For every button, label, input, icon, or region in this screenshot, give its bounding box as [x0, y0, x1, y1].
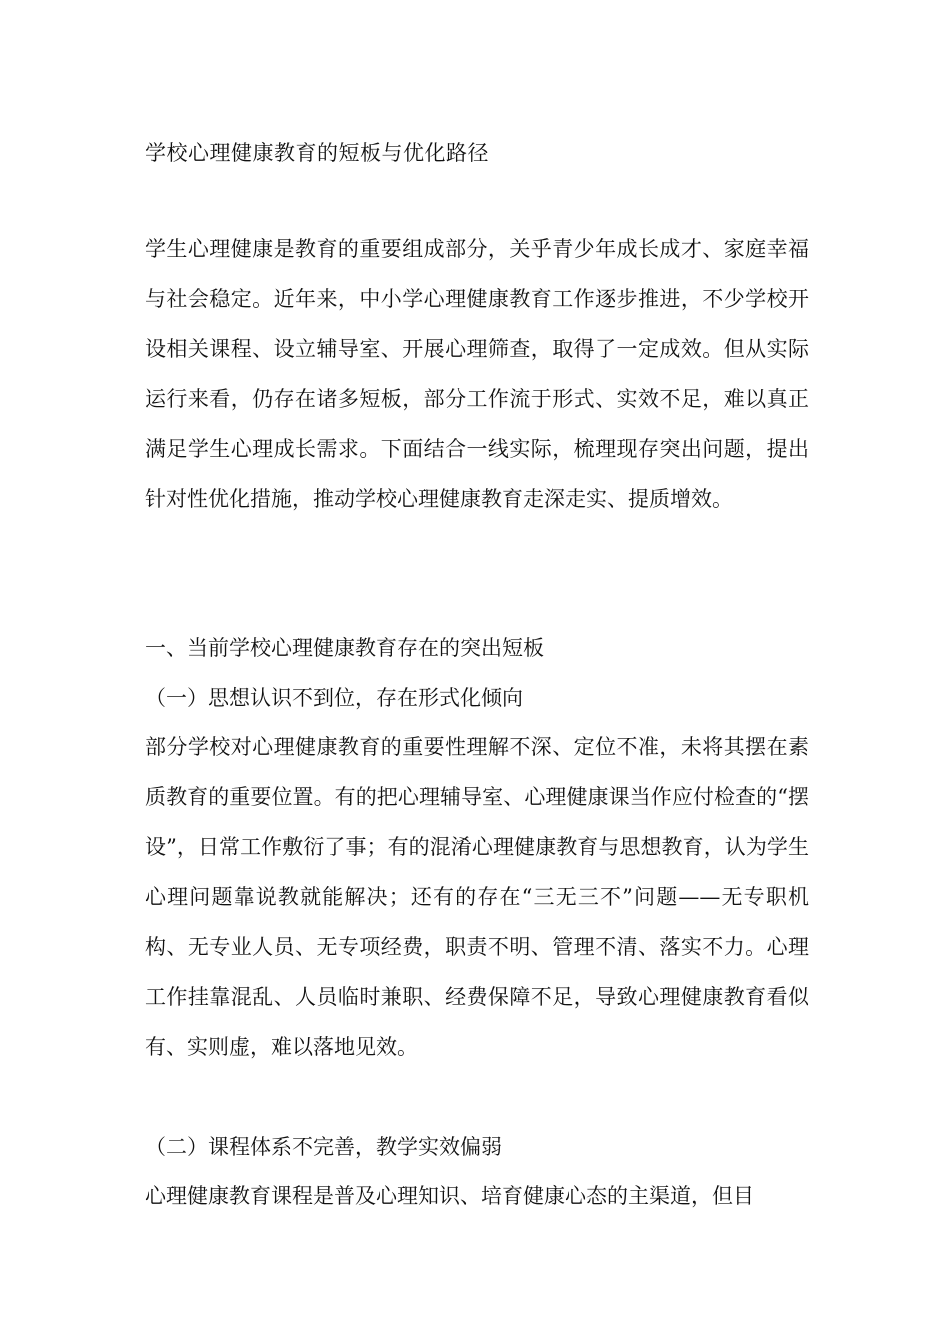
subsection-2-paragraph: 心理健康教育课程是普及心理知识、培育健康心态的主渠道，但目 [145, 1184, 754, 1208]
document-title: 学校心理健康教育的短板与优化路径 [145, 141, 489, 165]
intro-paragraph: 学生心理健康是教育的重要组成部分，关乎青少年成长成才、家庭幸福与社会稳定。近年来，中小学心理健康教育工作逐步推进，不少学校开设相关课程、设立辅导室、开展心理筛查，取得了一定成效。但从实际运行来看，仍存在诸多短板，部分工作流于形式、实效不足，难以真正满足学生心理成长需求。下面结合一线实际，梳理现存突出问题，提出针对性优化措施，推动学校心理健康教育走深走实、提质增效。 [145, 237, 809, 511]
subsection-heading-1: （一）思想认识不到位，存在形式化倾向 [145, 686, 523, 710]
subsection-1-paragraph: 部分学校对心理健康教育的重要性理解不深、定位不准，未将其摆在素质教育的重要位置。有的把心理辅导室、心理健康课当作应付检查的“摆设”，日常工作敷衍了事；有的混淆心理健康教育与思想教育，认为学生心理问题靠说教就能解决；还有的存在“三无三不”问题——无专职机构、无专业人员、无专项经费，职责不明、管理不清、落实不力。心理工作挂靠混乱、人员临时兼职、经费保障不足，导致心理健康教育看似有、实则虚，难以落地见效。 [145, 735, 809, 1059]
section-heading-1: 一、当前学校心理健康教育存在的突出短板 [145, 636, 544, 660]
subsection-heading-2: （二）课程体系不完善，教学实效偏弱 [145, 1135, 502, 1159]
